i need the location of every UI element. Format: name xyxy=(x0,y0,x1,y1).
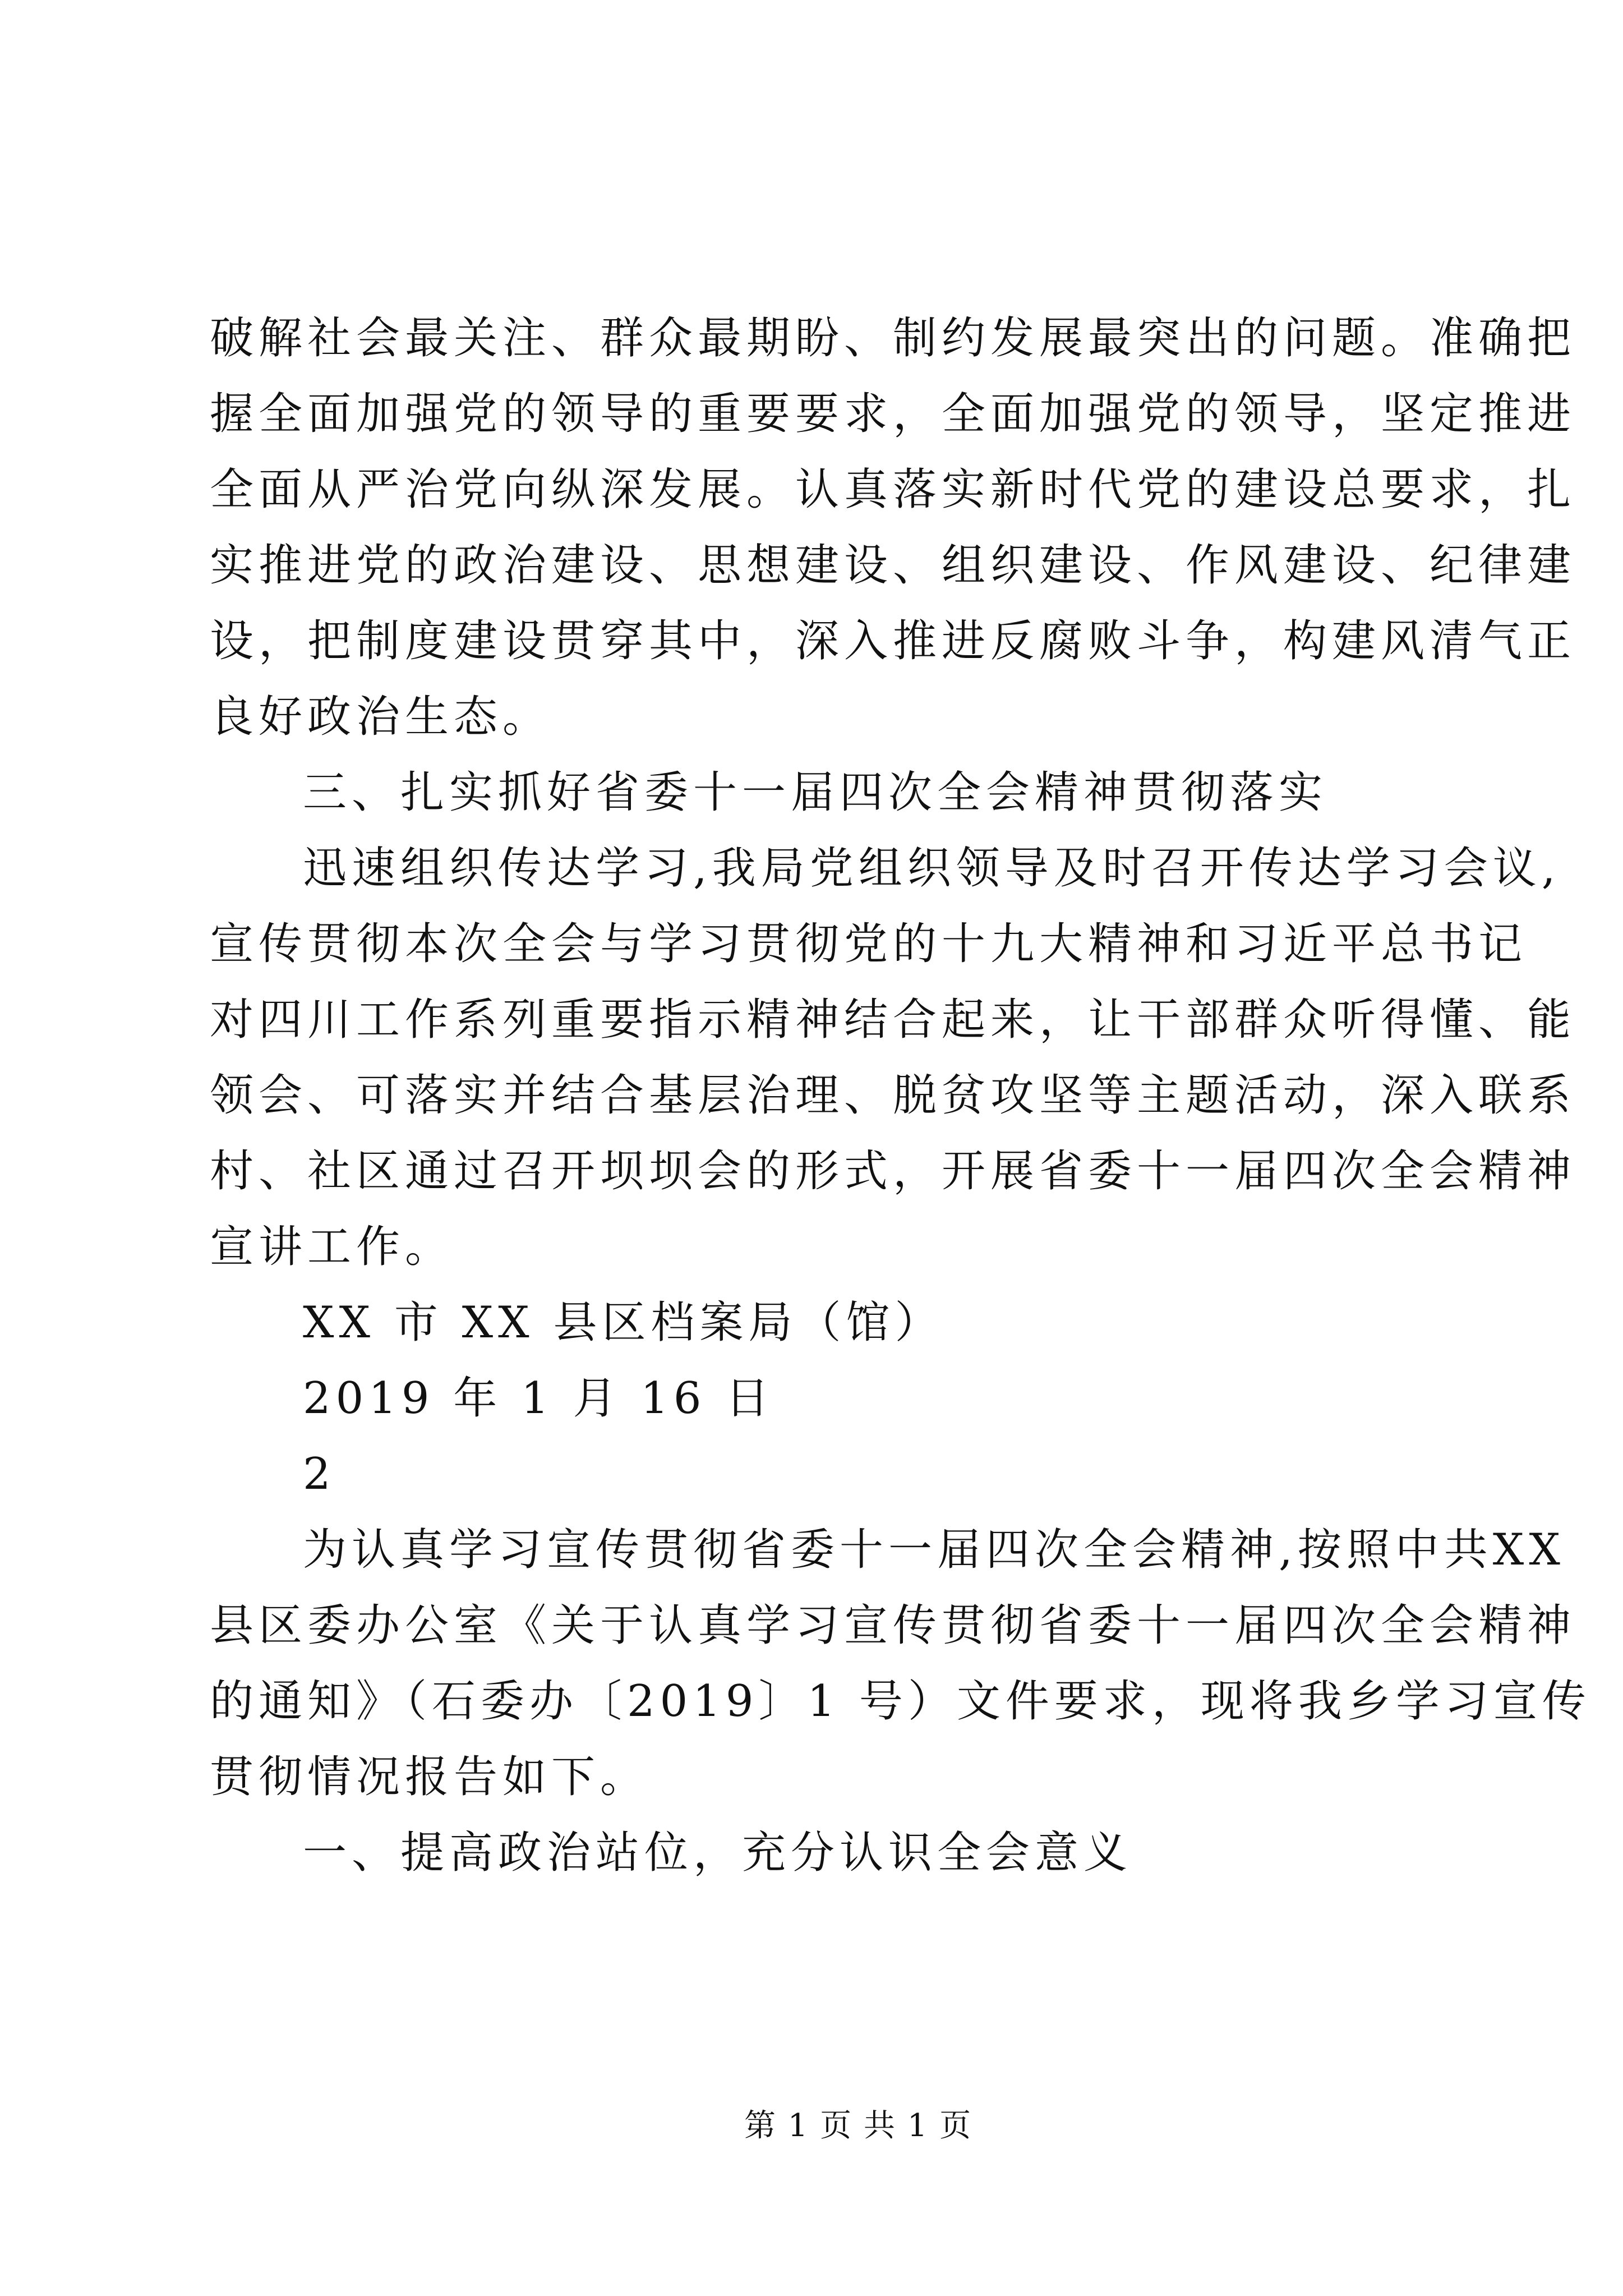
paragraph-line: 握全面加强党的领导的重要要求，全面加强党的领导，坚定推进 xyxy=(210,389,1576,439)
paragraph-line: 对四川工作系列重要指示精神结合起来，让干部群众听得懂、能 xyxy=(210,995,1576,1045)
paragraph-line: 为认真学习宣传贯彻省委十一届四次全会精神,按照中共XX xyxy=(303,1525,1565,1575)
paragraph-line: 县区委办公室《关于认真学习宣传贯彻省委十一届四次全会精神 xyxy=(210,1600,1576,1651)
page-number-footer: 第 1 页 共 1 页 xyxy=(744,2108,972,2144)
paragraph-line: 实推进党的政治建设、思想建设、组织建设、作风建设、纪律建 xyxy=(210,540,1576,591)
section-number: 2 xyxy=(303,1449,336,1499)
paragraph-line: 贯彻情况报告如下。 xyxy=(210,1752,649,1802)
paragraph-line: 村、社区通过召开坝坝会的形式，开展省委十一届四次全会精神 xyxy=(210,1146,1576,1197)
section-heading: 一、提高政治站位，充分认识全会意义 xyxy=(303,1828,1133,1878)
paragraph-line: 良好政治生态。 xyxy=(210,692,552,742)
section-heading: 三、扎实抓好省委十一届四次全会精神贯彻落实 xyxy=(303,767,1328,818)
signature-date: 2019 年 1 月 16 日 xyxy=(303,1373,774,1424)
paragraph-line: 宣讲工作。 xyxy=(210,1222,454,1272)
paragraph-line: 全面从严治党向纵深发展。认真落实新时代党的建设总要求，扎 xyxy=(210,464,1576,515)
paragraph-line: 迅速组织传达学习,我局党组织领导及时召开传达学习会议, xyxy=(303,843,1561,894)
paragraph-line: 领会、可落实并结合基层治理、脱贫攻坚等主题活动，深入联系 xyxy=(210,1070,1576,1121)
paragraph-line: 的通知》（石委办〔2019〕1 号）文件要求，现将我乡学习宣传 xyxy=(210,1676,1591,1727)
signature-organization: XX 市 XX 县区档案局（馆） xyxy=(303,1297,944,1348)
paragraph-line: 设，把制度建设贯穿其中，深入推进反腐败斗争，构建风清气正 xyxy=(210,616,1576,666)
paragraph-line: 破解社会最关注、群众最期盼、制约发展最突出的问题。准确把 xyxy=(210,313,1576,364)
paragraph-line: 宣传贯彻本次全会与学习贯彻党的十九大精神和习近平总书记 xyxy=(210,919,1528,969)
